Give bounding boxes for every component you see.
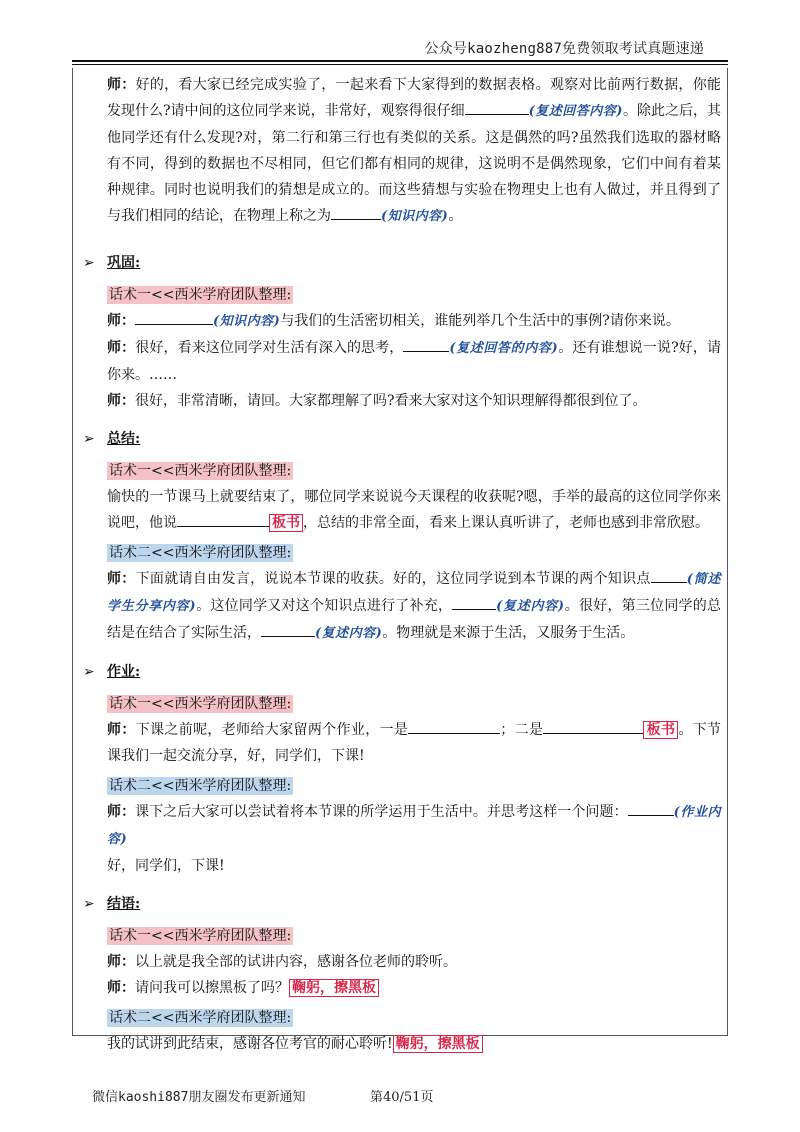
arrow-bullet-icon: ➢: [83, 255, 95, 271]
homework-line: [107, 799, 721, 879]
text-segment: 我的试讲到此结束，感谢各位考官的耐心聆听!: [107, 1036, 393, 1052]
footer-notice: 微信kaoshi887朋友圈发布更新通知: [92, 1090, 306, 1105]
fill-blank: [177, 512, 269, 527]
text-segment: 。物理就是来源于生活，又服务于生活。: [382, 625, 635, 641]
script-tag: 话术一<<西米学府团队整理:: [109, 463, 292, 479]
text-segment: 。这位同学又对这个知识点进行了补充，: [195, 598, 453, 614]
text-segment: 愉快的一节课马上就要结束了，哪位同学来说说今天课程的收获呢?嗯，手举的最高的这位同学你来说吧，他说: [107, 489, 721, 531]
consolidate-line: [107, 388, 721, 414]
action-box: 鞠躬，擦黑板: [289, 979, 379, 997]
hint-note: (简述学生分享内容): [107, 572, 722, 614]
text-segment: ，总结的非常全面，看来上课认真听讲了，老师也感到非常欣慰。: [303, 515, 709, 531]
closing-line: [107, 949, 721, 975]
closing-line: [107, 1031, 721, 1057]
speaker-label: 师：: [107, 77, 136, 93]
script-tag: 话术一<<西米学府团队整理:: [109, 696, 292, 712]
text-segment: 下面就请自由发言，说说本节课的收获。好的，这位同学说到本节课的两个知识点: [135, 571, 651, 587]
speaker-label: 师：: [107, 313, 135, 329]
fill-blank: [135, 310, 213, 325]
closing-line: [107, 975, 721, 1001]
section-heading-consolidate: ➢ 巩固:: [107, 250, 721, 276]
text-segment: ；二是: [500, 722, 544, 738]
summary-line: [107, 484, 721, 536]
text-segment: 与我们的生活密切相关，谁能列举几个生活中的事例?请你来说。: [280, 313, 680, 329]
section-heading-homework: ➢ 作业:: [107, 659, 721, 685]
consolidate-line: [107, 335, 721, 388]
text-segment: 好的，看大家已经完成实验了，一起来看下大家得到的数据表格。观察对比前两行数据，你能发现什么?请中间的这位同学来说，非常好，观察得很仔细: [107, 77, 722, 119]
script-tag: 话术二<<西米学府团队整理:: [109, 778, 292, 794]
hint-note: (复述内容): [496, 599, 565, 614]
section-heading-closing: ➢ 结语:: [107, 891, 721, 917]
text-segment: 。很好，第三位同学的总结是在结合了实际生活，: [107, 598, 722, 641]
consolidate-line: [107, 308, 721, 335]
fill-blank: [628, 801, 674, 816]
hint-note: (知识内容): [213, 314, 281, 329]
script-tag: 话术二<<西米学府团队整理:: [109, 545, 292, 561]
fill-blank: [408, 719, 500, 734]
script-tag: 话术二<<西米学府团队整理:: [109, 1010, 292, 1026]
board-writing-box: 板书: [643, 721, 678, 739]
hint-note: (知识内容): [381, 209, 449, 224]
text-segment: 。下节课我们一起交流分享，好，同学们，下课!: [107, 722, 722, 764]
hint-note: (作业内容): [107, 805, 722, 847]
text-segment: 下课之前呢，老师给大家留两个作业，一是: [135, 722, 409, 738]
speaker-label: 师：: [107, 722, 136, 738]
speaker-label: 师：: [107, 980, 135, 996]
fill-blank: [331, 205, 381, 220]
arrow-bullet-icon: ➢: [83, 896, 95, 912]
fill-blank: [452, 595, 496, 610]
fill-blank: [465, 100, 529, 115]
text-segment: 请问我可以擦黑板了吗？: [135, 980, 289, 996]
document-body: [83, 72, 722, 1057]
text-segment: 好，同学们，下课!: [107, 858, 225, 874]
speaker-label: 师：: [107, 804, 136, 820]
summary-line: [107, 566, 721, 647]
hint-note: (复述回答的内容): [449, 341, 559, 356]
text-segment: 以上就是我全部的试讲内容，感谢各位老师的聆听。: [135, 954, 457, 970]
page-header-text: 公众号kaozheng887免费领取考试真题速递: [424, 41, 704, 57]
header-rule: [72, 60, 728, 62]
fill-blank: [651, 568, 687, 583]
header-rule-thin: [72, 64, 728, 65]
arrow-bullet-icon: ➢: [83, 664, 95, 680]
board-writing-box: 板书: [269, 514, 303, 532]
fill-blank: [543, 719, 643, 734]
script-tag: 话术一<<西米学府团队整理:: [109, 287, 292, 303]
speaker-label: 师：: [107, 393, 135, 409]
fill-blank: [261, 622, 315, 637]
text-segment: 很好，非常清晰，请回。大家都理解了吗?看来大家对这个知识理解得都很到位了。: [135, 393, 647, 409]
script-tag: 话术一<<西米学府团队整理:: [109, 928, 292, 944]
speaker-label: 师：: [107, 954, 135, 970]
text-segment: 。: [448, 208, 463, 224]
text-segment: 很好，看来这位同学对生活有深入的思考，: [135, 340, 404, 356]
arrow-bullet-icon: ➢: [83, 431, 95, 447]
action-box: 鞠躬，擦黑板: [393, 1035, 483, 1053]
homework-line: [107, 717, 721, 769]
speaker-label: 师：: [107, 571, 136, 587]
page-number: 第40/51页: [370, 1090, 434, 1105]
experiment-paragraph: [107, 72, 721, 230]
speaker-label: 师：: [107, 340, 136, 356]
hint-note: (复述回答内容): [528, 104, 623, 119]
text-segment: 。还有谁想说一说?好，请你来。……: [107, 340, 721, 383]
text-segment: 课下之后大家可以尝试着将本节课的所学运用于生活中。并思考这样一个问题：: [135, 804, 628, 820]
hint-note: (复述内容): [315, 626, 383, 641]
text-segment: 。除此之后，其他同学还有什么发现?对，第二行和第三行也有类似的关系。这是偶然的吗?虽然我们选取的器材略有不同，得到的数据也不尽相同，但它们都有相同的规律，这说明不是偶然现象，它们中间有着某种规律。同时也说明我们的猜想是成立的。而这些猜想与实验在物理史上也有人做过，并且得到了与我们相同的结论，在物理上称之为: [107, 103, 721, 224]
section-heading-summary: ➢ 总结:: [107, 426, 721, 452]
fill-blank: [403, 337, 449, 352]
